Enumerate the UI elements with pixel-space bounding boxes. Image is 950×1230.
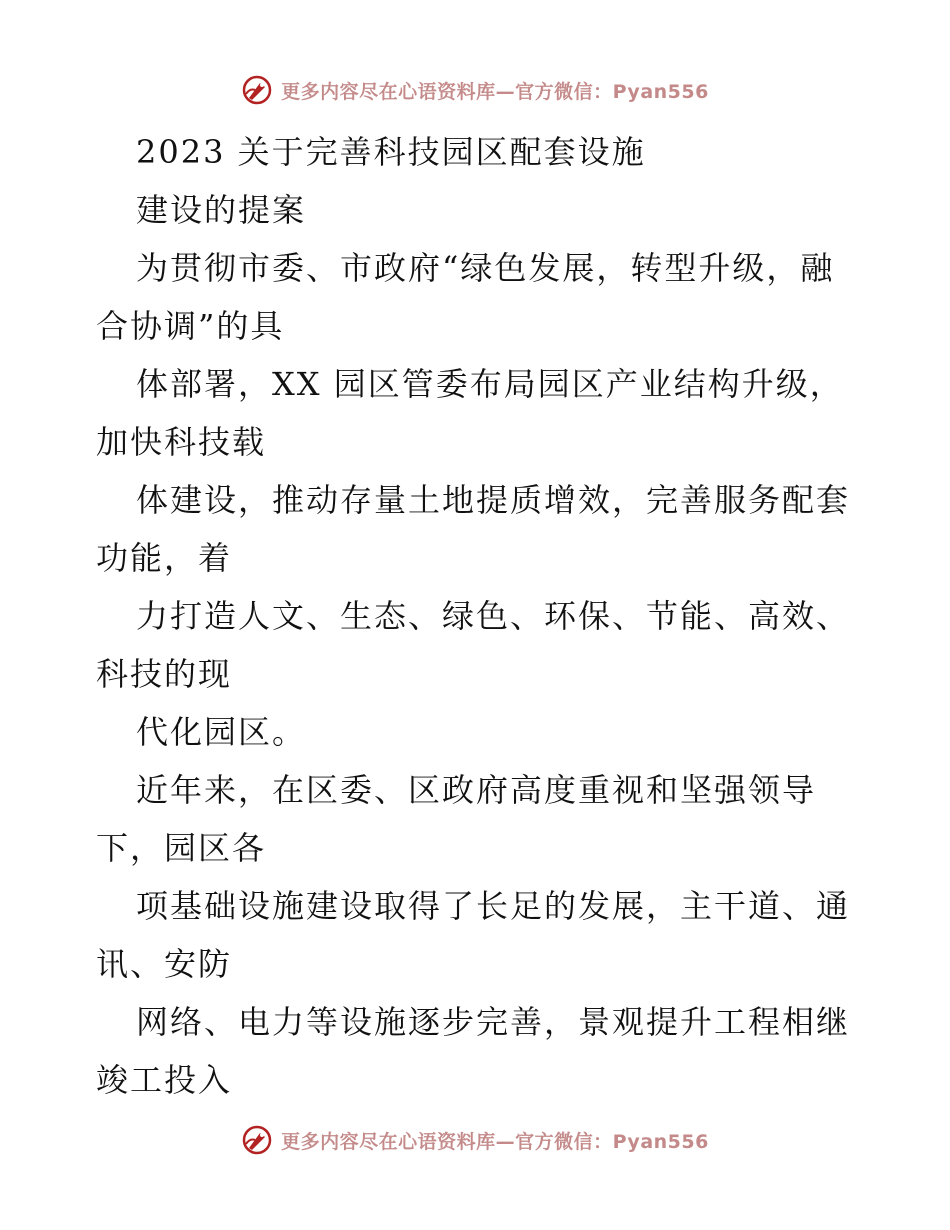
paragraph-line: 体部署，XX 园区管委布局园区产业结构升级， [136,365,844,403]
pen-nib-logo-icon [241,1124,273,1156]
watermark-text: 更多内容尽在心语资料库—官方微信：Pyan556 [281,1130,709,1153]
paragraph-line: 加快科技载 [96,423,267,461]
footer-watermark [0,1120,950,1160]
document-title-continued: 建设的提案 [136,191,307,229]
paragraph-line: 功能，着 [96,539,233,577]
paragraph-line: 网络、电力等设施逐步完善，景观提升工程相继 [136,1003,851,1041]
paragraph-line: 科技的现 [96,655,233,693]
header-watermark [0,70,950,110]
paragraph-line: 力打造人文、生态、绿色、环保、节能、高效、 [136,597,851,635]
paragraph-line: 代化园区。 [136,713,307,751]
document-body [96,123,856,1109]
paragraph-line: 为贯彻市委、市政府“绿色发展，转型升级，融 [136,249,835,287]
document-title: 2023 关于完善科技园区配套设施 [136,133,646,171]
watermark-text: 更多内容尽在心语资料库—官方微信：Pyan556 [281,80,709,103]
paragraph-line: 讯、安防 [96,945,233,983]
paragraph-line: 项基础设施建设取得了长足的发展，主干道、通 [136,887,851,925]
paragraph-line: 合协调”的具 [96,307,285,345]
paragraph-line: 下，园区各 [96,829,267,867]
paragraph-line: 竣工投入 [96,1061,233,1099]
pen-nib-logo-icon [241,74,273,106]
paragraph-line: 近年来，在区委、区政府高度重视和坚强领导 [136,771,817,809]
paragraph-line: 体建设，推动存量土地提质增效，完善服务配套 [136,481,851,519]
